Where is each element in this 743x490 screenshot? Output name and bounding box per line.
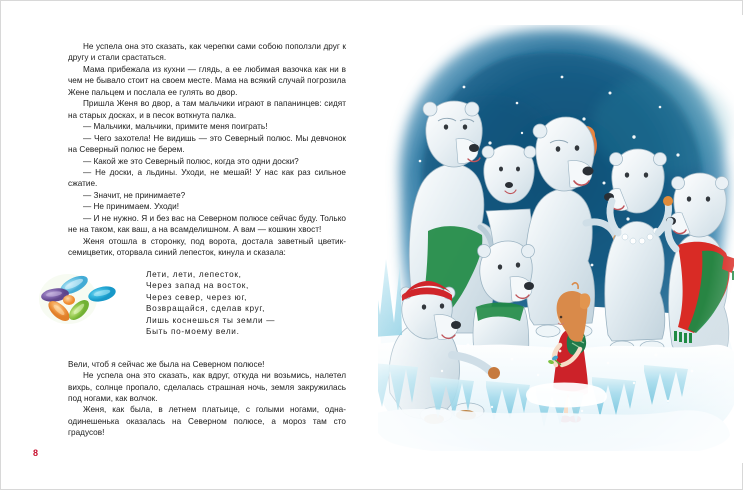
right-page: [372, 1, 743, 489]
poem-line: Через север, через юг,: [146, 292, 248, 302]
paragraph: Женя, как была, в летнем платьице, с голыми ногами, одна-одинешенька оказалась на Северном полюсе, а мороз там сто градусов!: [68, 405, 346, 438]
flower-illustration: [38, 269, 116, 329]
dialogue-line: — Не принимаем. Уходи!: [83, 202, 180, 212]
left-page: [1, 1, 372, 489]
paragraph: Женя отошла в сторонку, под ворота, достала заветный цветик-семицветик, оторвала синий лепесток, кинула и сказала:: [68, 236, 346, 258]
text-column: [68, 41, 346, 439]
poem: [146, 269, 275, 338]
dialogue-line: — Чего захотела! Не видишь — это Северный полюс. Мы девчонок на Северный полюс не берем.: [68, 133, 346, 155]
page-number: 8: [33, 448, 39, 458]
paragraph: Не успела она это сказать, как черепки сами собою поползли друг к другу и стали срастаться.: [68, 42, 346, 63]
paragraph: Не успела она это сказать, как вдруг, откуда ни возьмись, налетел вихрь, солнце пропало, сделалась страшная ночь, земля закружилась под ногами, как волчок.: [68, 371, 346, 403]
paragraph: Вели, чтоб я сейчас же была на Северном полюсе!: [68, 359, 265, 369]
poem-line: Лишь коснешься ты земли —: [146, 315, 276, 325]
dialogue-line: — И не нужно. Я и без вас на Северном полюсе сейчас буду. Только не на таком, как ваш, а на всамделишном. А вам — кошкин хвост!: [68, 213, 346, 235]
paragraph: Пришла Женя во двор, а там мальчики играют в папанинцев: сидят на старых досках, и в песок воткнута палка.: [68, 99, 346, 120]
dialogue-line: — Какой же это Северный полюс, когда это одни доски?: [83, 156, 299, 166]
poem-line: Быть по-моему вели.: [146, 327, 240, 337]
dialogue-line: — Не доски, а льдины. Уходи, не мешай! У нас как раз сильное сжатие.: [68, 167, 346, 189]
dialogue-line: — Мальчики, мальчики, примите меня поиграть!: [83, 122, 268, 132]
poem-line: Лети, лети, лепесток,: [146, 269, 242, 279]
paragraph: Мама прибежала из кухни — глядь, а ее любимая вазочка как ни в чем не бывало стоит на своем месте. Мама на всякий случай погрозила Жене пальцем и послала ее гулять во двор.: [68, 64, 346, 97]
dialogue-line: — Значит, не принимаете?: [83, 190, 186, 200]
poem-section: [68, 269, 346, 359]
poem-line: Через запад на восток,: [146, 281, 250, 291]
polar-bears-illustration: [372, 15, 743, 463]
poem-line: Возвращайся, сделав круг,: [146, 304, 266, 314]
